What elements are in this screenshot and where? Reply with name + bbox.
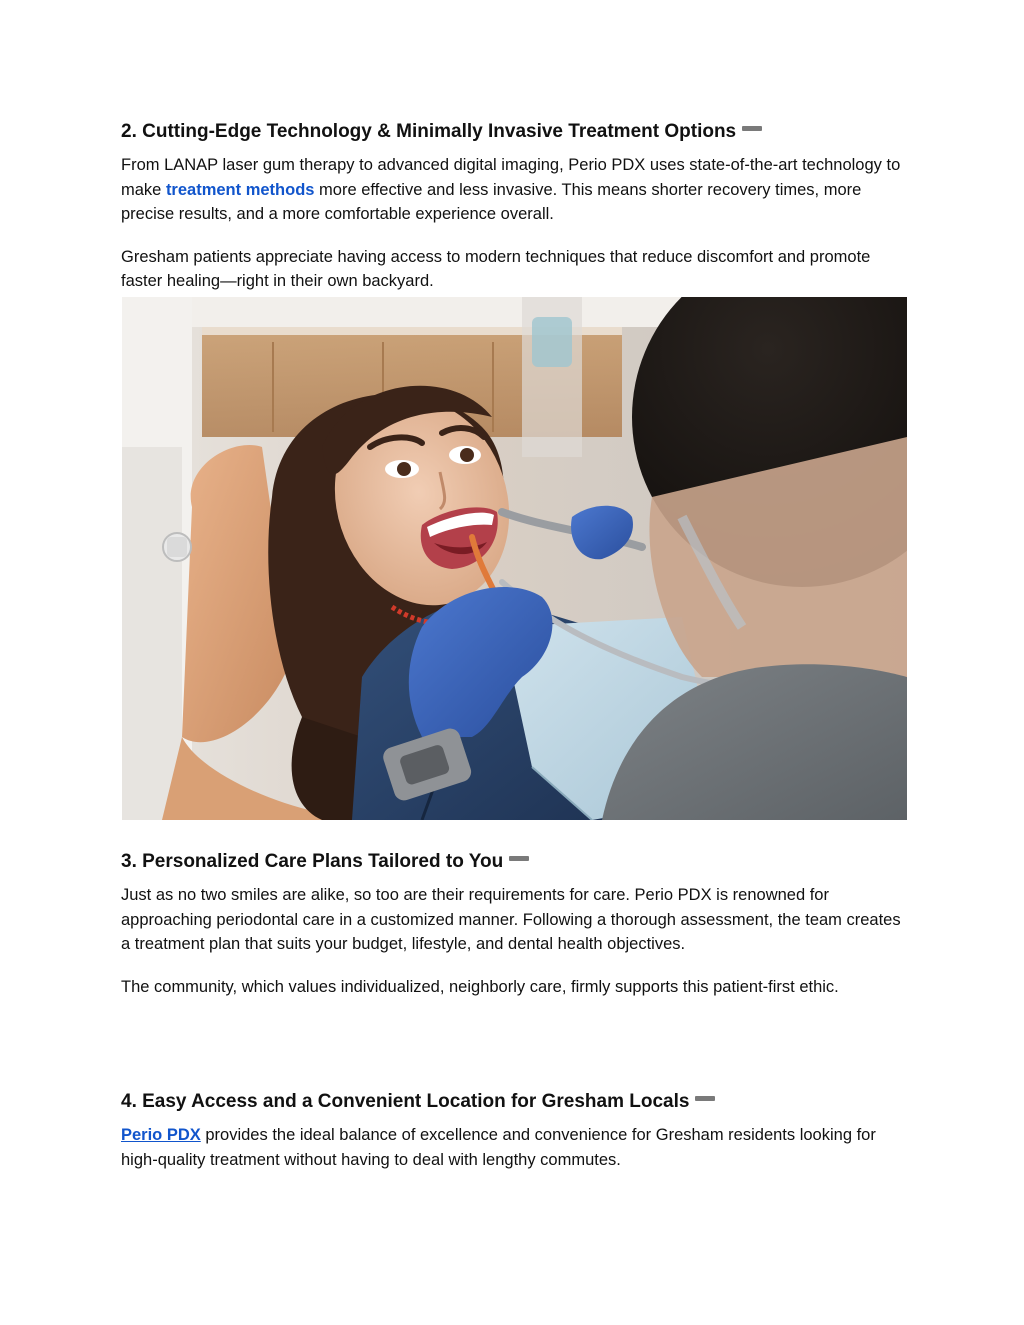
heading-text: 3. Personalized Care Plans Tailored to You xyxy=(121,851,504,872)
treatment-methods-link[interactable]: treatment methods xyxy=(165,180,315,199)
section-personalized-care xyxy=(121,850,911,999)
minus-dash-icon xyxy=(695,1096,715,1101)
dental-patient-photo xyxy=(122,297,907,820)
paragraph-text: more effective and less invasive. This means shorter recovery times, more precise results, and a more comfortable experience overall. xyxy=(121,180,862,223)
section-technology xyxy=(121,120,911,294)
paragraph-text: provides the ideal balance of excellence and convenience for Gresham residents looking for high-quality treatment without having to deal with lengthy commutes. xyxy=(121,1126,876,1169)
section-heading xyxy=(121,120,911,144)
paragraph: Just as no two smiles are alike, so too are their requirements for care. Perio PDX is renowned for approaching periodontal care in a customized manner. Following a thorough assessment, the team creates a treatment plan that suits your budget, lifestyle, and dental health objectives. xyxy=(121,886,901,953)
minus-dash-icon xyxy=(509,856,529,861)
paragraph: Gresham patients appreciate having access to modern techniques that reduce discomfort and promote faster healing—right in their own backyard. xyxy=(121,247,871,290)
heading-text: 4. Easy Access and a Convenient Location for Gresham Locals xyxy=(121,1091,690,1112)
paragraph xyxy=(121,1123,911,1172)
heading-text: 2. Cutting-Edge Technology & Minimally Invasive Treatment Options xyxy=(121,121,737,142)
paragraph: The community, which values individualized, neighborly care, firmly supports this patient-first ethic. xyxy=(121,977,839,996)
paragraph-text: From LANAP laser gum therapy to advanced digital imaging, Perio PDX uses state-of-the-art technology to make xyxy=(121,156,901,199)
section-heading xyxy=(121,1090,911,1114)
paragraph xyxy=(121,153,911,227)
perio-pdx-link[interactable]: Perio PDX xyxy=(121,1126,201,1144)
minus-dash-icon xyxy=(742,126,762,131)
section-location xyxy=(121,1090,911,1172)
section-heading xyxy=(121,850,911,874)
